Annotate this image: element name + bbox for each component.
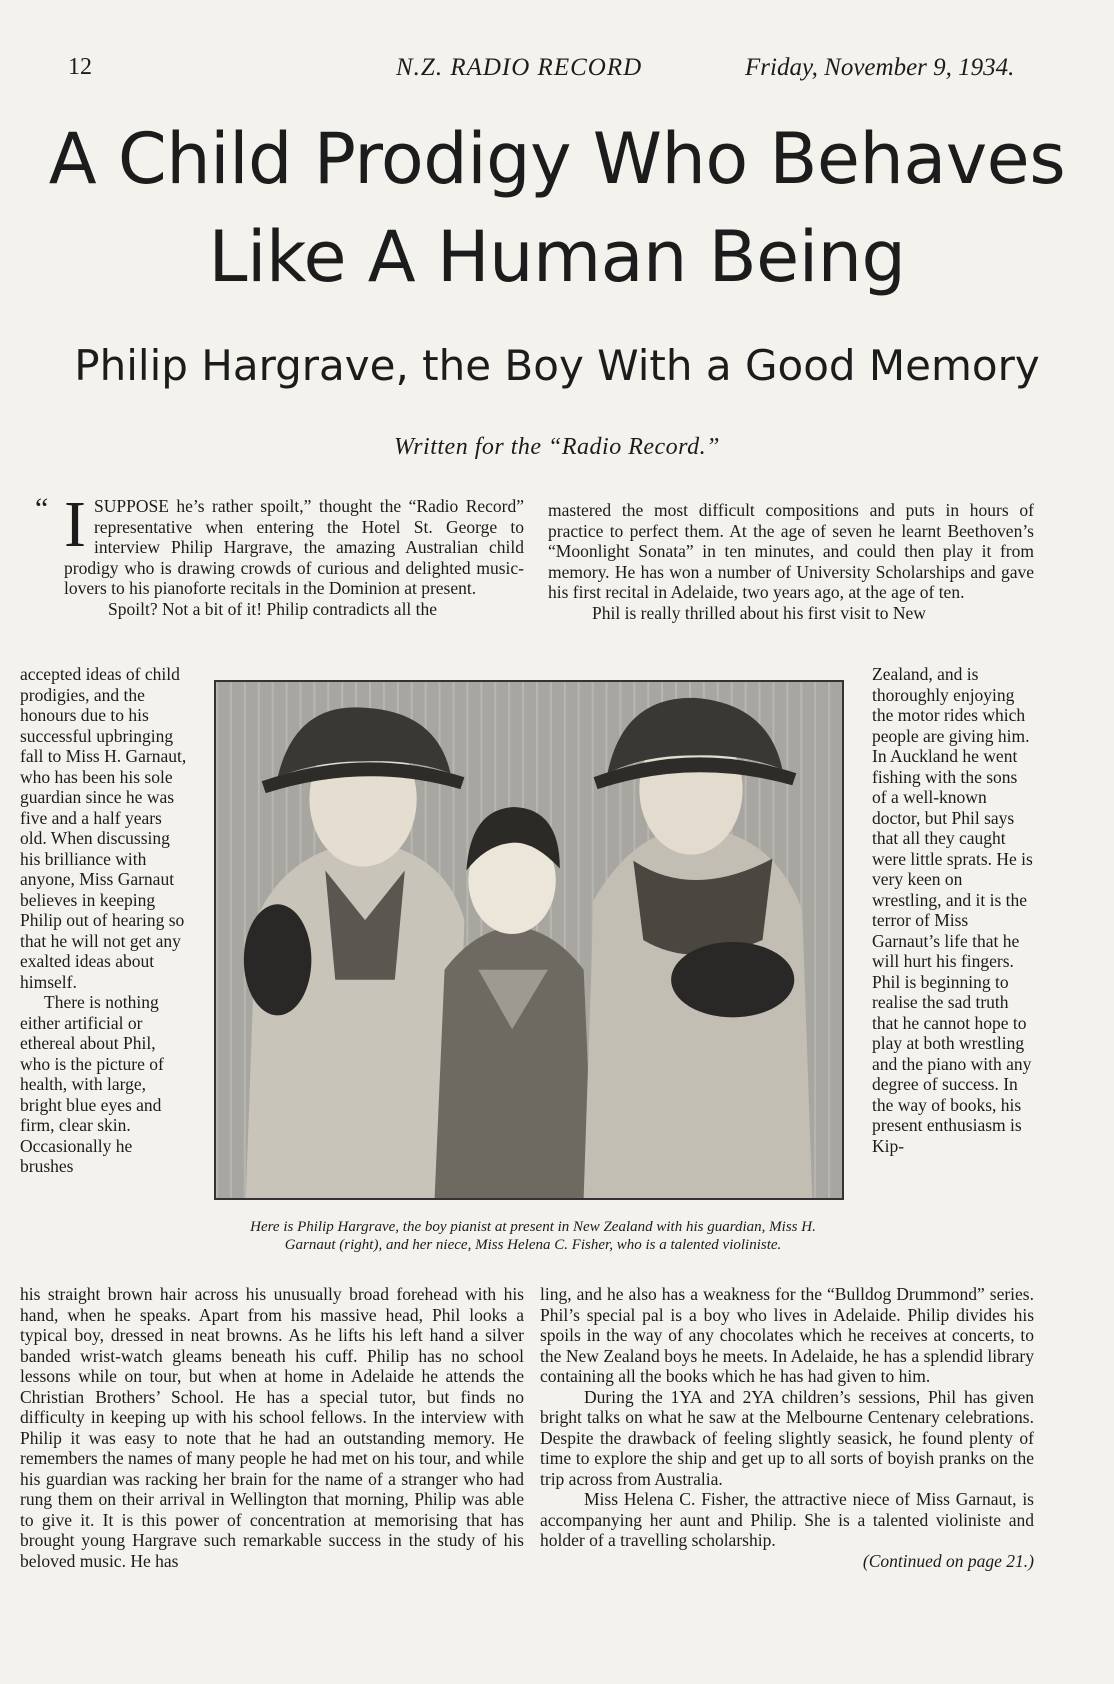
- photo-caption: Here is Philip Hargrave, the boy pianist at present in New Zealand with his guardian, Miss H. Garnaut (right), and her niece, Miss Helena C. Fisher, who is a talented violiniste.: [250, 1219, 816, 1253]
- headline-line-2: Like A Human Being: [208, 216, 906, 298]
- headline-line-1: A Child Prodigy Who Behaves: [48, 118, 1066, 200]
- photo-illustration: [216, 682, 842, 1198]
- paragraph-fisher: Miss Helena C. Fisher, the attractive niece of Miss Garnaut, is accompanying her aunt and Philip. She is a talented violiniste and holder of a travelling scholarship.: [540, 1489, 1034, 1550]
- publication-name: N.Z. RADIO RECORD: [396, 54, 643, 81]
- paragraph-hobbies: Zealand, and is thoroughly enjoying the motor rides which people are giving him. In Auckland he went fishing with the sons of a well-known doctor, but Phil says that all they caught were little sprats. He is very keen on wrestling, and it is the terror of Miss Garnaut’s life that he will hurt his fingers. Phil is beginning to realise the sad truth that he cannot hope to play at both wrestling and the piano with any degree of success. In the way of books, his present enthusiasm is Kip-: [872, 664, 1033, 1156]
- paragraph-guardian: accepted ideas of child prodigies, and the honours due to his successful upbringing fall to Miss H. Garnaut, who has been his sole guardian since he was five and a half years old. When discussing his brilliance with anyone, Miss Garnaut believes in keeping Philip out of hearing so that he will not get any exalted ideas about himself.: [20, 664, 187, 992]
- figure-guardian: [584, 698, 813, 1198]
- subheadline: Philip Hargrave, the Boy With a Good Memory: [74, 341, 1040, 390]
- opening-quote: “: [35, 492, 49, 525]
- figure-niece: [244, 707, 465, 1198]
- paragraph-spoilt: Spoilt? Not a bit of it! Philip contradicts all the: [108, 598, 438, 619]
- issue-date: Friday, November 9, 1934.: [745, 54, 1015, 81]
- photo: [214, 680, 844, 1200]
- drop-cap: I: [64, 488, 86, 561]
- column-2-top: [548, 500, 1034, 623]
- paragraph-memory: his straight brown hair across his unusually broad forehead with his hand, when he speaks. Apart from his massive head, Phil looks a typical boy, dressed in neat browns. As he lifts his left hand a silver banded wrist-watch gleams beneath his cuff. Philip has no school lessons while on tour, but when at home in Adelaide he attends the Christian Brothers’ School. He has a special tutor, but finds no difficulty in keeping up with his school fellows. In the interview with Philip it was easy to note that he had an outstanding memory. He remembers the names of many people he had met on his tour, and while his guardian was racking her brain for the name of a stranger who had rung them on their arrival in Wellington that morning, Philip was able to give it. It is this power of concentration at memorising that has brought young Hargrave such remarkable success in the study of his beloved music. He has: [20, 1284, 524, 1571]
- intro-paragraph: ISUPPOSE he’s rather spoilt,” thought the “Radio Record” representative when entering the Hotel St. George to interview Philip Hargrave, the amazing Australian child prodigy who is drawing crowds of curious and delighted music-lovers to his pianoforte recitals in the Dominion at present.: [64, 488, 524, 598]
- column-1-bottom: [20, 1284, 524, 1571]
- page-number: 12: [68, 54, 92, 80]
- byline: Written for the “Radio Record.”: [394, 434, 720, 460]
- column-2-bottom: [540, 1284, 1034, 1571]
- paragraph-health: There is nothing either artificial or ethereal about Phil, who is the picture of health, with large, bright blue eyes and firm, clear skin. Occasionally he brushes: [20, 992, 164, 1176]
- continued-notice: (Continued on page 21.): [862, 1550, 1034, 1571]
- column-1-wrap: [20, 664, 188, 1177]
- column-2-wrap: [872, 664, 1034, 1156]
- paragraph-books: ling, and he also has a weakness for the “Bulldog Drummond” series. Phil’s special pal is a boy who lives in Adelaide. Philip divides his spoils in the way of any chocolates which he receives at concerts, to the New Zealand boys he meets. In Adelaide, he has a splendid library containing all the books which he has had given to him.: [540, 1284, 1034, 1386]
- column-1-top: [64, 488, 524, 619]
- paragraph-sessions: During the 1YA and 2YA children’s sessions, Phil has given bright talks on what he saw at the Melbourne Centenary celebrations. Despite the drawback of feeling slightly seasick, he found plenty of time to explore the ship and get up to all sorts of boyish pranks on the trip across from Australia.: [540, 1386, 1034, 1489]
- paragraph-music: mastered the most difficult compositions and puts in hours of practice to perfect them. At the age of seven he learnt Beethoven’s “Moonlight Sonata” in ten minutes, and could then play it from memory. He has won a number of University Scholarships and gave his first recital in Adelaide, two years ago, at the age of ten.: [548, 500, 1034, 602]
- headline: [40, 110, 1074, 306]
- paragraph-new-zealand: Phil is really thrilled about his first visit to New: [592, 602, 926, 623]
